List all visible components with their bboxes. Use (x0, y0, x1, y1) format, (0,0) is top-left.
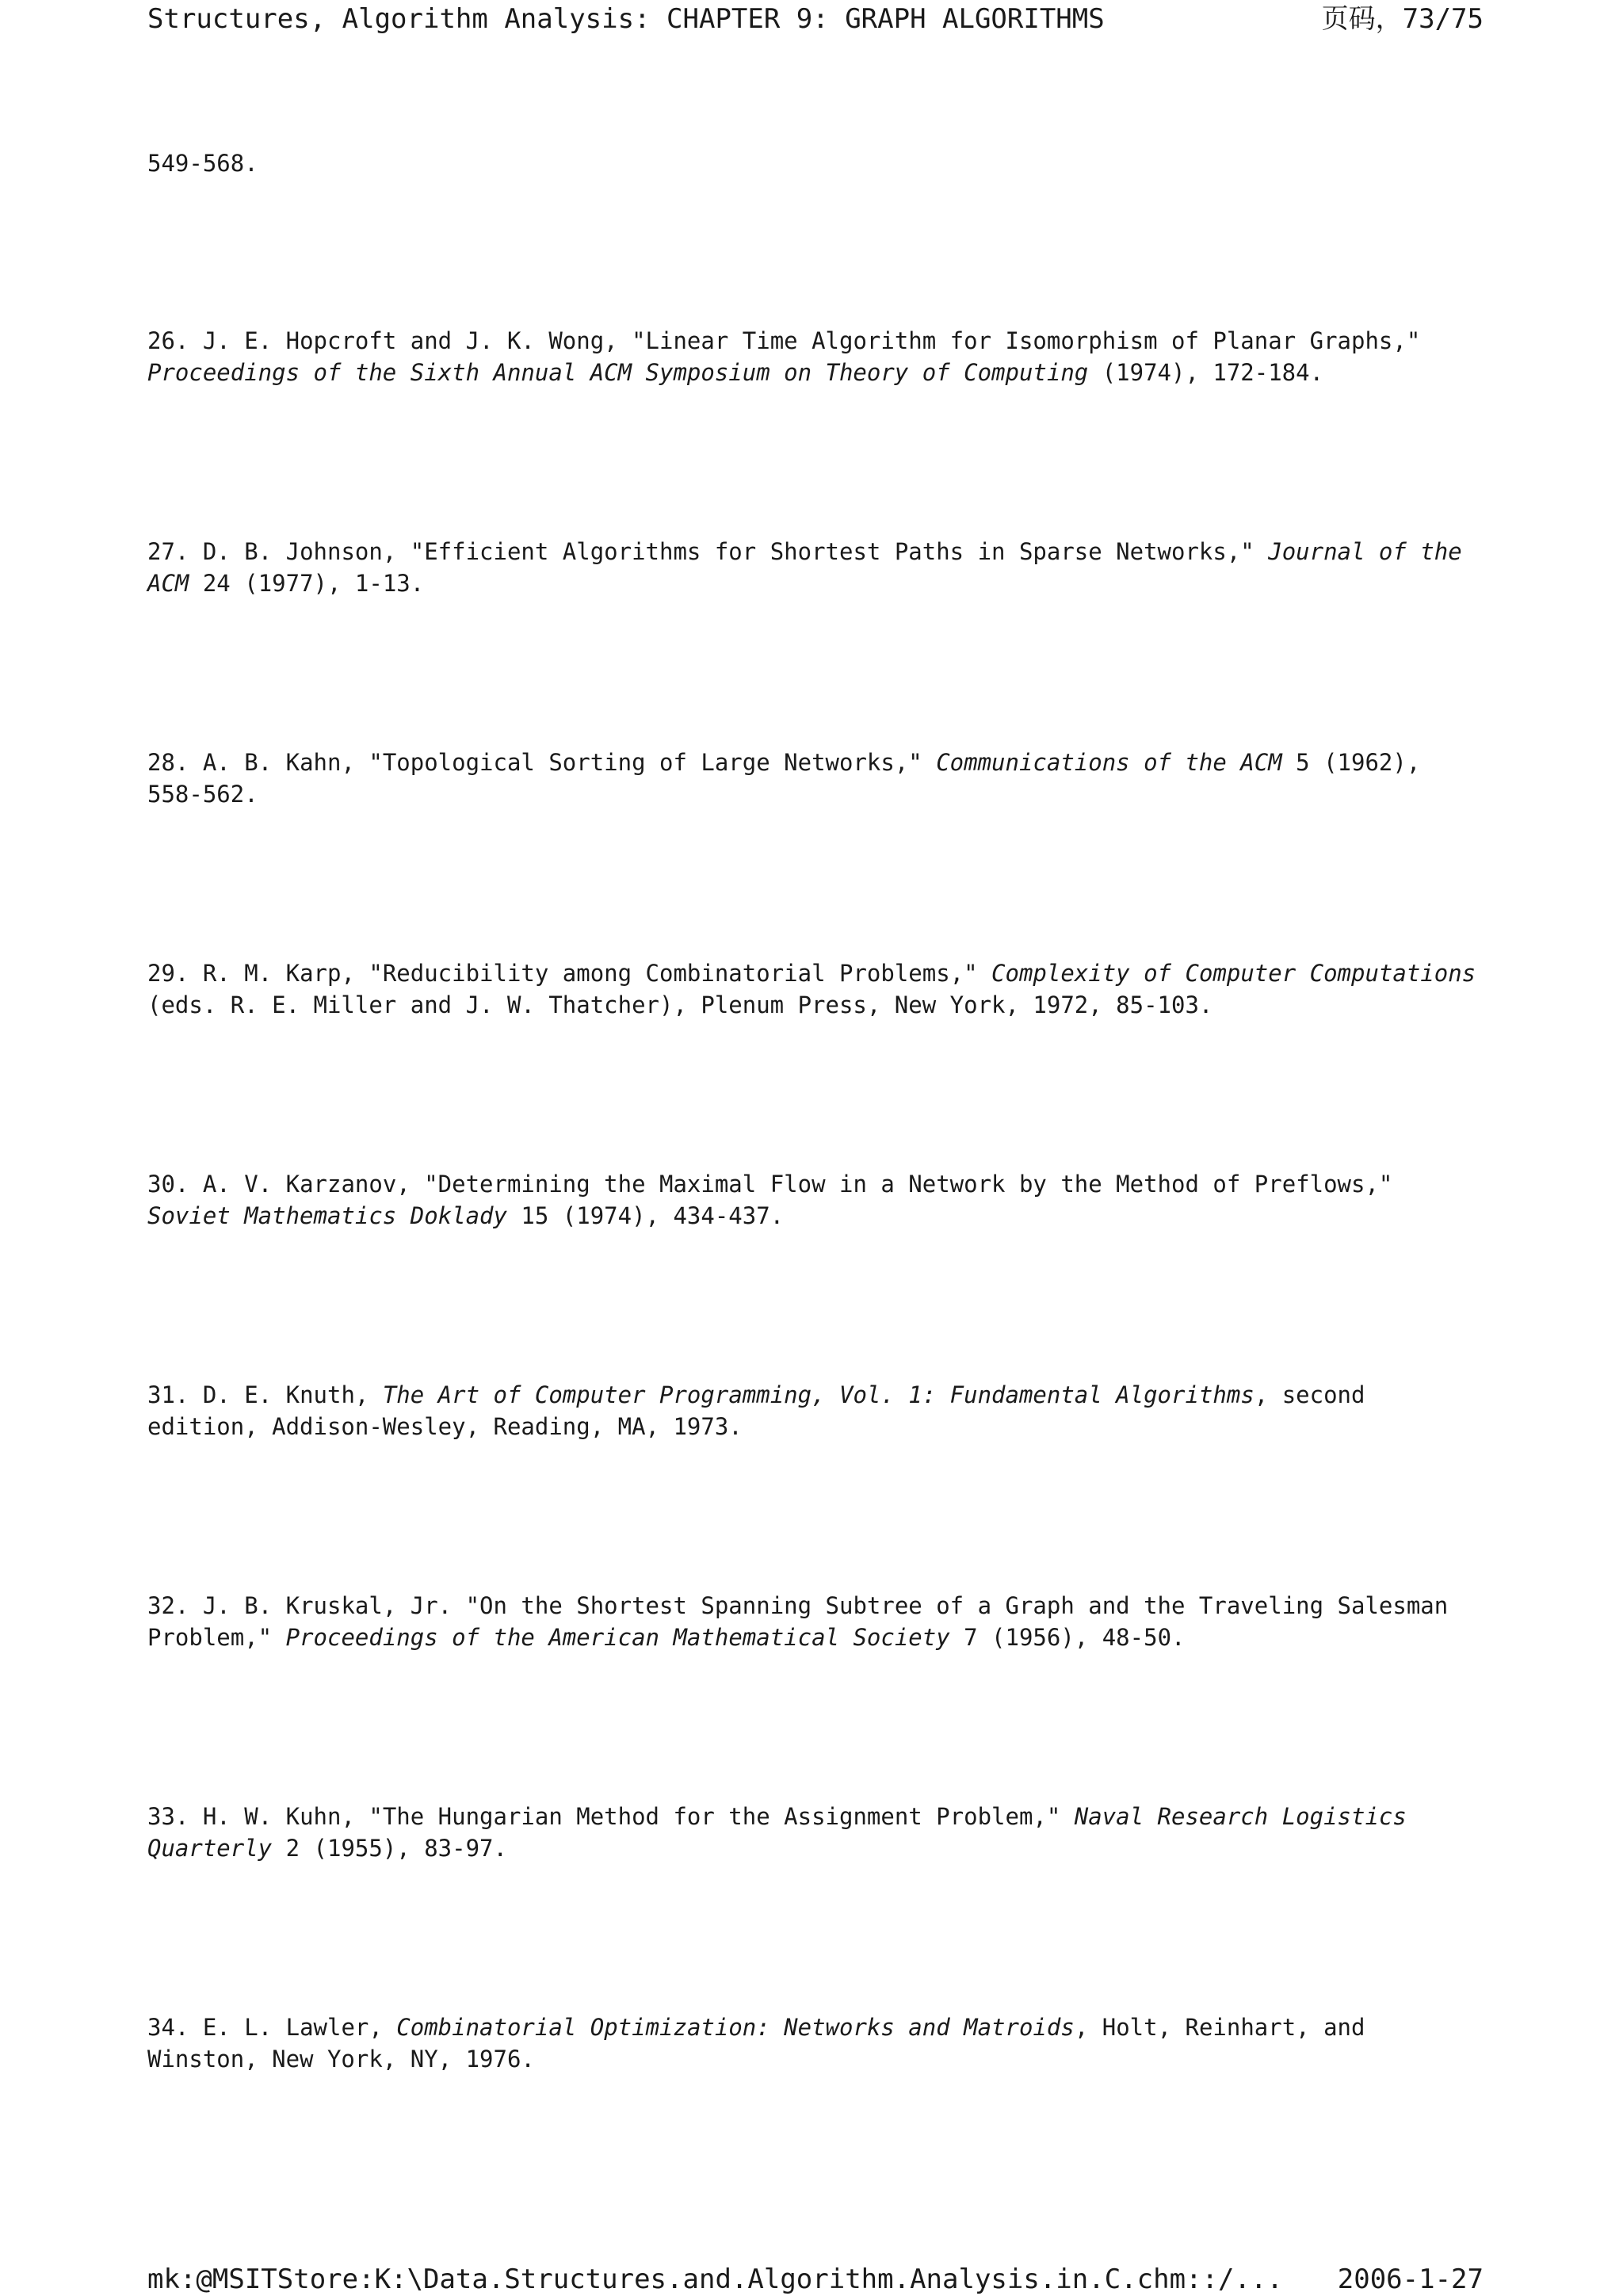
reference-text: J. B. Kruskal, Jr. "On the Shortest Spanning Subtree of a Graph and the Traveling Salesman Problem," (147, 1592, 1462, 1651)
reference-item (147, 1168, 1487, 1379)
reference-source-title: Combinatorial Optimization: Networks and Matroids (396, 2014, 1075, 2041)
continued-reference-fragment: 549-568. (147, 150, 258, 177)
reference-text: D. B. Johnson, "Efficient Algorithms for Shortest Paths in Sparse Networks," (189, 538, 1269, 565)
reference-details: (1974), 172-184. (1088, 359, 1324, 386)
reference-details: 5 (1962), 558-562. (147, 749, 1434, 808)
reference-source-title: Soviet Mathematics Doklady (147, 1202, 507, 1229)
reference-item (147, 957, 1490, 1168)
reference-item (147, 1590, 1487, 1801)
reference-text: A. V. Karzanov, "Determining the Maximal Flow in a Network by the Method of Preflows," (189, 1171, 1407, 1198)
reference-details: , second edition, Addison-Wesley, Reading, MA, 1973. (147, 1381, 1379, 1440)
reference-text: H. W. Kuhn, "The Hungarian Method for the Assignment Problem," (189, 1803, 1075, 1830)
reference-number: 30. (147, 1171, 189, 1198)
reference-text: E. L. Lawler, (189, 2014, 397, 2041)
reference-number: 26. (147, 327, 189, 354)
reference-details: 7 (1956), 48-50. (949, 1624, 1186, 1651)
reference-details: (eds. R. E. Miller and J. W. Thatcher), Plenum Press, New York, 1972, 85-103. (147, 960, 1490, 1018)
reference-source-title: Naval Research Logistics Quarterly (147, 1803, 1421, 1862)
reference-source-title: Proceedings of the American Mathematical Society (285, 1624, 950, 1651)
reference-text: J. E. Hopcroft and J. K. Wong, "Linear Time Algorithm for Isomorphism of Planar Graphs," (189, 327, 1434, 354)
reference-text: R. M. Karp, "Reducibility among Combinatorial Problems," (189, 960, 992, 987)
reference-number: 33. (147, 1803, 189, 1830)
page-number: 页码，73/75 (1321, 3, 1484, 35)
reference-source-title: Proceedings of the Sixth Annual ACM Symposium on Theory of Computing (147, 359, 1089, 386)
reference-source-title: Journal of the ACM (147, 538, 1476, 597)
reference-source-title: Complexity of Computer Computations (991, 960, 1476, 987)
reference-list (147, 325, 1490, 2222)
reference-number: 34. (147, 2014, 189, 2041)
footer-source-path: mk:@MSITStore:K:\Data.Structures.and.Algorithm.Analysis.in.C.chm::/... (147, 2264, 1283, 2295)
reference-details: 2 (1955), 83-97. (272, 1835, 507, 1862)
reference-item (147, 325, 1487, 536)
reference-details: 15 (1974), 434-437. (506, 1202, 785, 1229)
reference-number: 31. (147, 1381, 189, 1408)
reference-number: 27. (147, 538, 189, 565)
reference-text: A. B. Kahn, "Topological Sorting of Large Networks," (189, 749, 937, 776)
reference-number: 28. (147, 749, 189, 776)
reference-source-title: Communications of the ACM (936, 749, 1282, 776)
reference-item (147, 1801, 1487, 2011)
reference-details: , Holt, Reinhart, and Winston, New York, NY, 1976. (147, 2014, 1379, 2073)
footer-date: 2006-1-27 (1337, 2264, 1484, 2295)
reference-item (147, 2011, 1487, 2222)
page-header-title: Structures, Algorithm Analysis: CHAPTER 9: GRAPH ALGORITHMS (147, 3, 1105, 35)
reference-item (147, 1379, 1487, 1590)
reference-source-title: The Art of Computer Programming, Vol. 1: Fundamental Algorithms (382, 1381, 1254, 1408)
reference-details: 24 (1977), 1-13. (189, 570, 425, 597)
reference-text: D. E. Knuth, (189, 1381, 383, 1408)
reference-item (147, 747, 1487, 957)
reference-number: 29. (147, 960, 189, 987)
reference-item (147, 536, 1487, 747)
reference-number: 32. (147, 1592, 189, 1619)
